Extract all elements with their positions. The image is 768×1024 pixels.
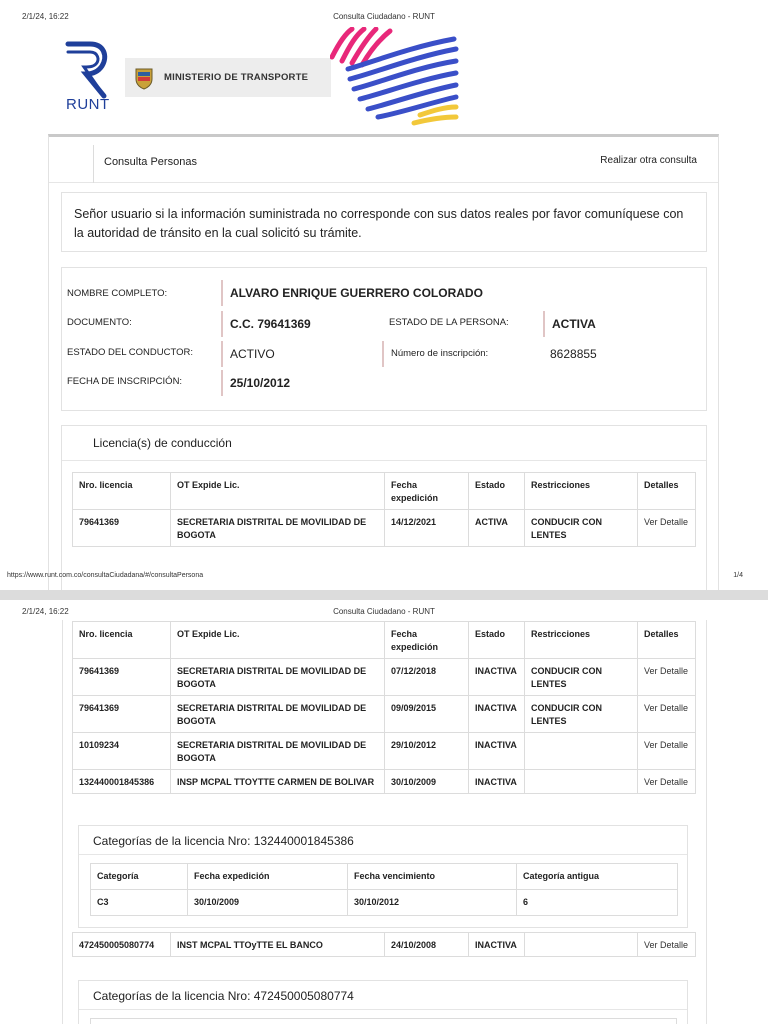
cell-estado: ACTIVA — [469, 510, 525, 547]
cell-categoria-antigua: 6 — [517, 890, 678, 916]
categorias-title-2: Categorías de la licencia Nro: 472450005080774 — [93, 989, 354, 1003]
categorias-table-1 — [90, 863, 678, 916]
col-estado: Estado — [469, 473, 525, 510]
estado-conductor-value: ACTIVO — [221, 341, 275, 367]
table-row — [73, 659, 696, 696]
cell-nro-licencia: 79641369 — [73, 696, 171, 733]
print-title: Consulta Ciudadano - RUNT — [333, 12, 435, 21]
estado-persona-value: ACTIVA — [543, 311, 596, 337]
print-datetime: 2/1/24, 16:22 — [22, 12, 69, 21]
person-info-panel — [61, 267, 707, 411]
estado-persona-label: ESTADO DE LA PERSONA: — [389, 317, 509, 328]
print-datetime: 2/1/24, 16:22 — [22, 607, 69, 616]
print-page-number: 1/4 — [733, 572, 743, 579]
cell-fecha-expedicion: 30/10/2009 — [188, 890, 348, 916]
licencias-table-continued — [72, 621, 696, 794]
colombia-shield-icon — [133, 66, 155, 90]
table-row — [73, 933, 696, 957]
table-header-row — [73, 622, 696, 659]
card-title: Consulta Personas — [104, 156, 197, 168]
ministerio-logo — [125, 58, 331, 97]
licencias-table — [72, 472, 696, 547]
cell-estado: INACTIVA — [469, 696, 525, 733]
cell-restricciones: CONDUCIR CON LENTES — [525, 510, 638, 547]
inscripcion-value: 8628855 — [550, 347, 597, 361]
cell-restricciones — [525, 770, 638, 794]
col-fecha-expedicion: Fecha expedición — [385, 473, 469, 510]
col-restricciones: Restricciones — [525, 473, 638, 510]
col-restricciones: Restricciones — [525, 622, 638, 659]
cell-fecha-expedicion: 09/09/2015 — [385, 696, 469, 733]
cell-ot-expide: INST MCPAL TTOyTTE EL BANCO — [171, 933, 385, 957]
ver-detalle-link[interactable]: Ver Detalle — [638, 733, 696, 770]
documento-label: DOCUMENTO: — [67, 317, 132, 328]
cell-fecha-expedicion: 24/10/2008 — [385, 933, 469, 957]
col-detalles: Detalles — [638, 473, 696, 510]
page-separator — [0, 590, 768, 600]
inscripcion-label: Número de inscripción: — [382, 341, 488, 367]
cell-categoria: C3 — [91, 890, 188, 916]
col-nro-licencia: Nro. licencia — [73, 622, 171, 659]
ver-detalle-link[interactable]: Ver Detalle — [638, 770, 696, 794]
cell-fecha-vencimiento: 30/10/2012 — [348, 890, 517, 916]
ver-detalle-link[interactable]: Ver Detalle — [638, 510, 696, 547]
categorias-divider — [79, 1009, 687, 1010]
table-row — [73, 733, 696, 770]
cell-ot-expide: SECRETARIA DISTRITAL DE MOVILIDAD DE BOGOTA — [171, 659, 385, 696]
cell-fecha-expedicion: 14/12/2021 — [385, 510, 469, 547]
col-categoria-antigua: Categoría antigua — [517, 864, 678, 890]
col-estado: Estado — [469, 622, 525, 659]
nombre-label: NOMBRE COMPLETO: — [67, 288, 168, 299]
realizar-otra-consulta-link[interactable]: Realizar otra consulta — [600, 155, 697, 166]
col-fecha-vencimiento: Fecha vencimiento — [348, 864, 517, 890]
cell-restricciones: CONDUCIR CON LENTES — [525, 696, 638, 733]
categorias-divider — [79, 854, 687, 855]
table-row — [73, 770, 696, 794]
ver-detalle-link[interactable]: Ver Detalle — [638, 933, 696, 957]
col-fecha-expedicion: Fecha expedición — [385, 622, 469, 659]
licencias-title: Licencia(s) de conducción — [93, 436, 232, 450]
colombia-brand-art-icon — [330, 27, 460, 127]
cell-restricciones — [525, 733, 638, 770]
cell-nro-licencia: 10109234 — [73, 733, 171, 770]
cell-ot-expide: SECRETARIA DISTRITAL DE MOVILIDAD DE BOGOTA — [171, 733, 385, 770]
table-row — [73, 510, 696, 547]
col-ot-expide: OT Expide Lic. — [171, 622, 385, 659]
cell-nro-licencia: 132440001845386 — [73, 770, 171, 794]
cell-estado: INACTIVA — [469, 770, 525, 794]
documento-value: C.C. 79641369 — [221, 311, 311, 337]
cell-nro-licencia: 472450005080774 — [73, 933, 171, 957]
cell-nro-licencia: 79641369 — [73, 659, 171, 696]
cell-fecha-expedicion: 30/10/2009 — [385, 770, 469, 794]
cell-ot-expide: INSP MCPAL TTOYTTE CARMEN DE BOLIVAR — [171, 770, 385, 794]
cell-ot-expide: SECRETARIA DISTRITAL DE MOVILIDAD DE BOGOTA — [171, 696, 385, 733]
categorias-title-1: Categorías de la licencia Nro: 132440001845386 — [93, 834, 354, 848]
estado-conductor-label: ESTADO DEL CONDUCTOR: — [67, 347, 193, 358]
ver-detalle-link[interactable]: Ver Detalle — [638, 659, 696, 696]
print-url: https://www.runt.com.co/consultaCiudadana/#/consultaPersona — [7, 572, 204, 579]
fecha-inscripcion-label: FECHA DE INSCRIPCIÓN: — [67, 376, 183, 387]
fecha-inscripcion-value: 25/10/2012 — [221, 370, 290, 396]
card-header — [49, 137, 718, 183]
categorias-table-2-top — [90, 1018, 677, 1024]
cell-restricciones — [525, 933, 638, 957]
cell-fecha-expedicion: 07/12/2018 — [385, 659, 469, 696]
col-fecha-expedicion: Fecha expedición — [188, 864, 348, 890]
table-header-row — [91, 864, 678, 890]
table-row — [73, 696, 696, 733]
runt-logo-text: RUNT — [66, 96, 110, 113]
cell-restricciones: CONDUCIR CON LENTES — [525, 659, 638, 696]
table-header-row — [73, 473, 696, 510]
cell-estado: INACTIVA — [469, 733, 525, 770]
cell-fecha-expedicion: 29/10/2012 — [385, 733, 469, 770]
cell-estado: INACTIVA — [469, 659, 525, 696]
cell-nro-licencia: 79641369 — [73, 510, 171, 547]
col-categoria: Categoría — [91, 864, 188, 890]
header-divider — [93, 145, 94, 183]
col-nro-licencia: Nro. licencia — [73, 473, 171, 510]
cell-estado: INACTIVA — [469, 933, 525, 957]
table-row — [91, 890, 678, 916]
notice-message: Señor usuario si la información suministrada no corresponde con sus datos reales por favor comuníquese con la autoridad de tránsito en la cual solicitó su trámite. — [61, 192, 707, 252]
print-title: Consulta Ciudadano - RUNT — [333, 607, 435, 616]
ver-detalle-link[interactable]: Ver Detalle — [638, 696, 696, 733]
licencias-divider — [62, 460, 706, 461]
licencias-table-row-after-categorias — [72, 932, 696, 957]
cell-ot-expide: SECRETARIA DISTRITAL DE MOVILIDAD DE BOGOTA — [171, 510, 385, 547]
nombre-value: ALVARO ENRIQUE GUERRERO COLORADO — [221, 280, 483, 306]
ministerio-label: MINISTERIO DE TRANSPORTE — [164, 72, 309, 83]
col-detalles: Detalles — [638, 622, 696, 659]
col-ot-expide: OT Expide Lic. — [171, 473, 385, 510]
